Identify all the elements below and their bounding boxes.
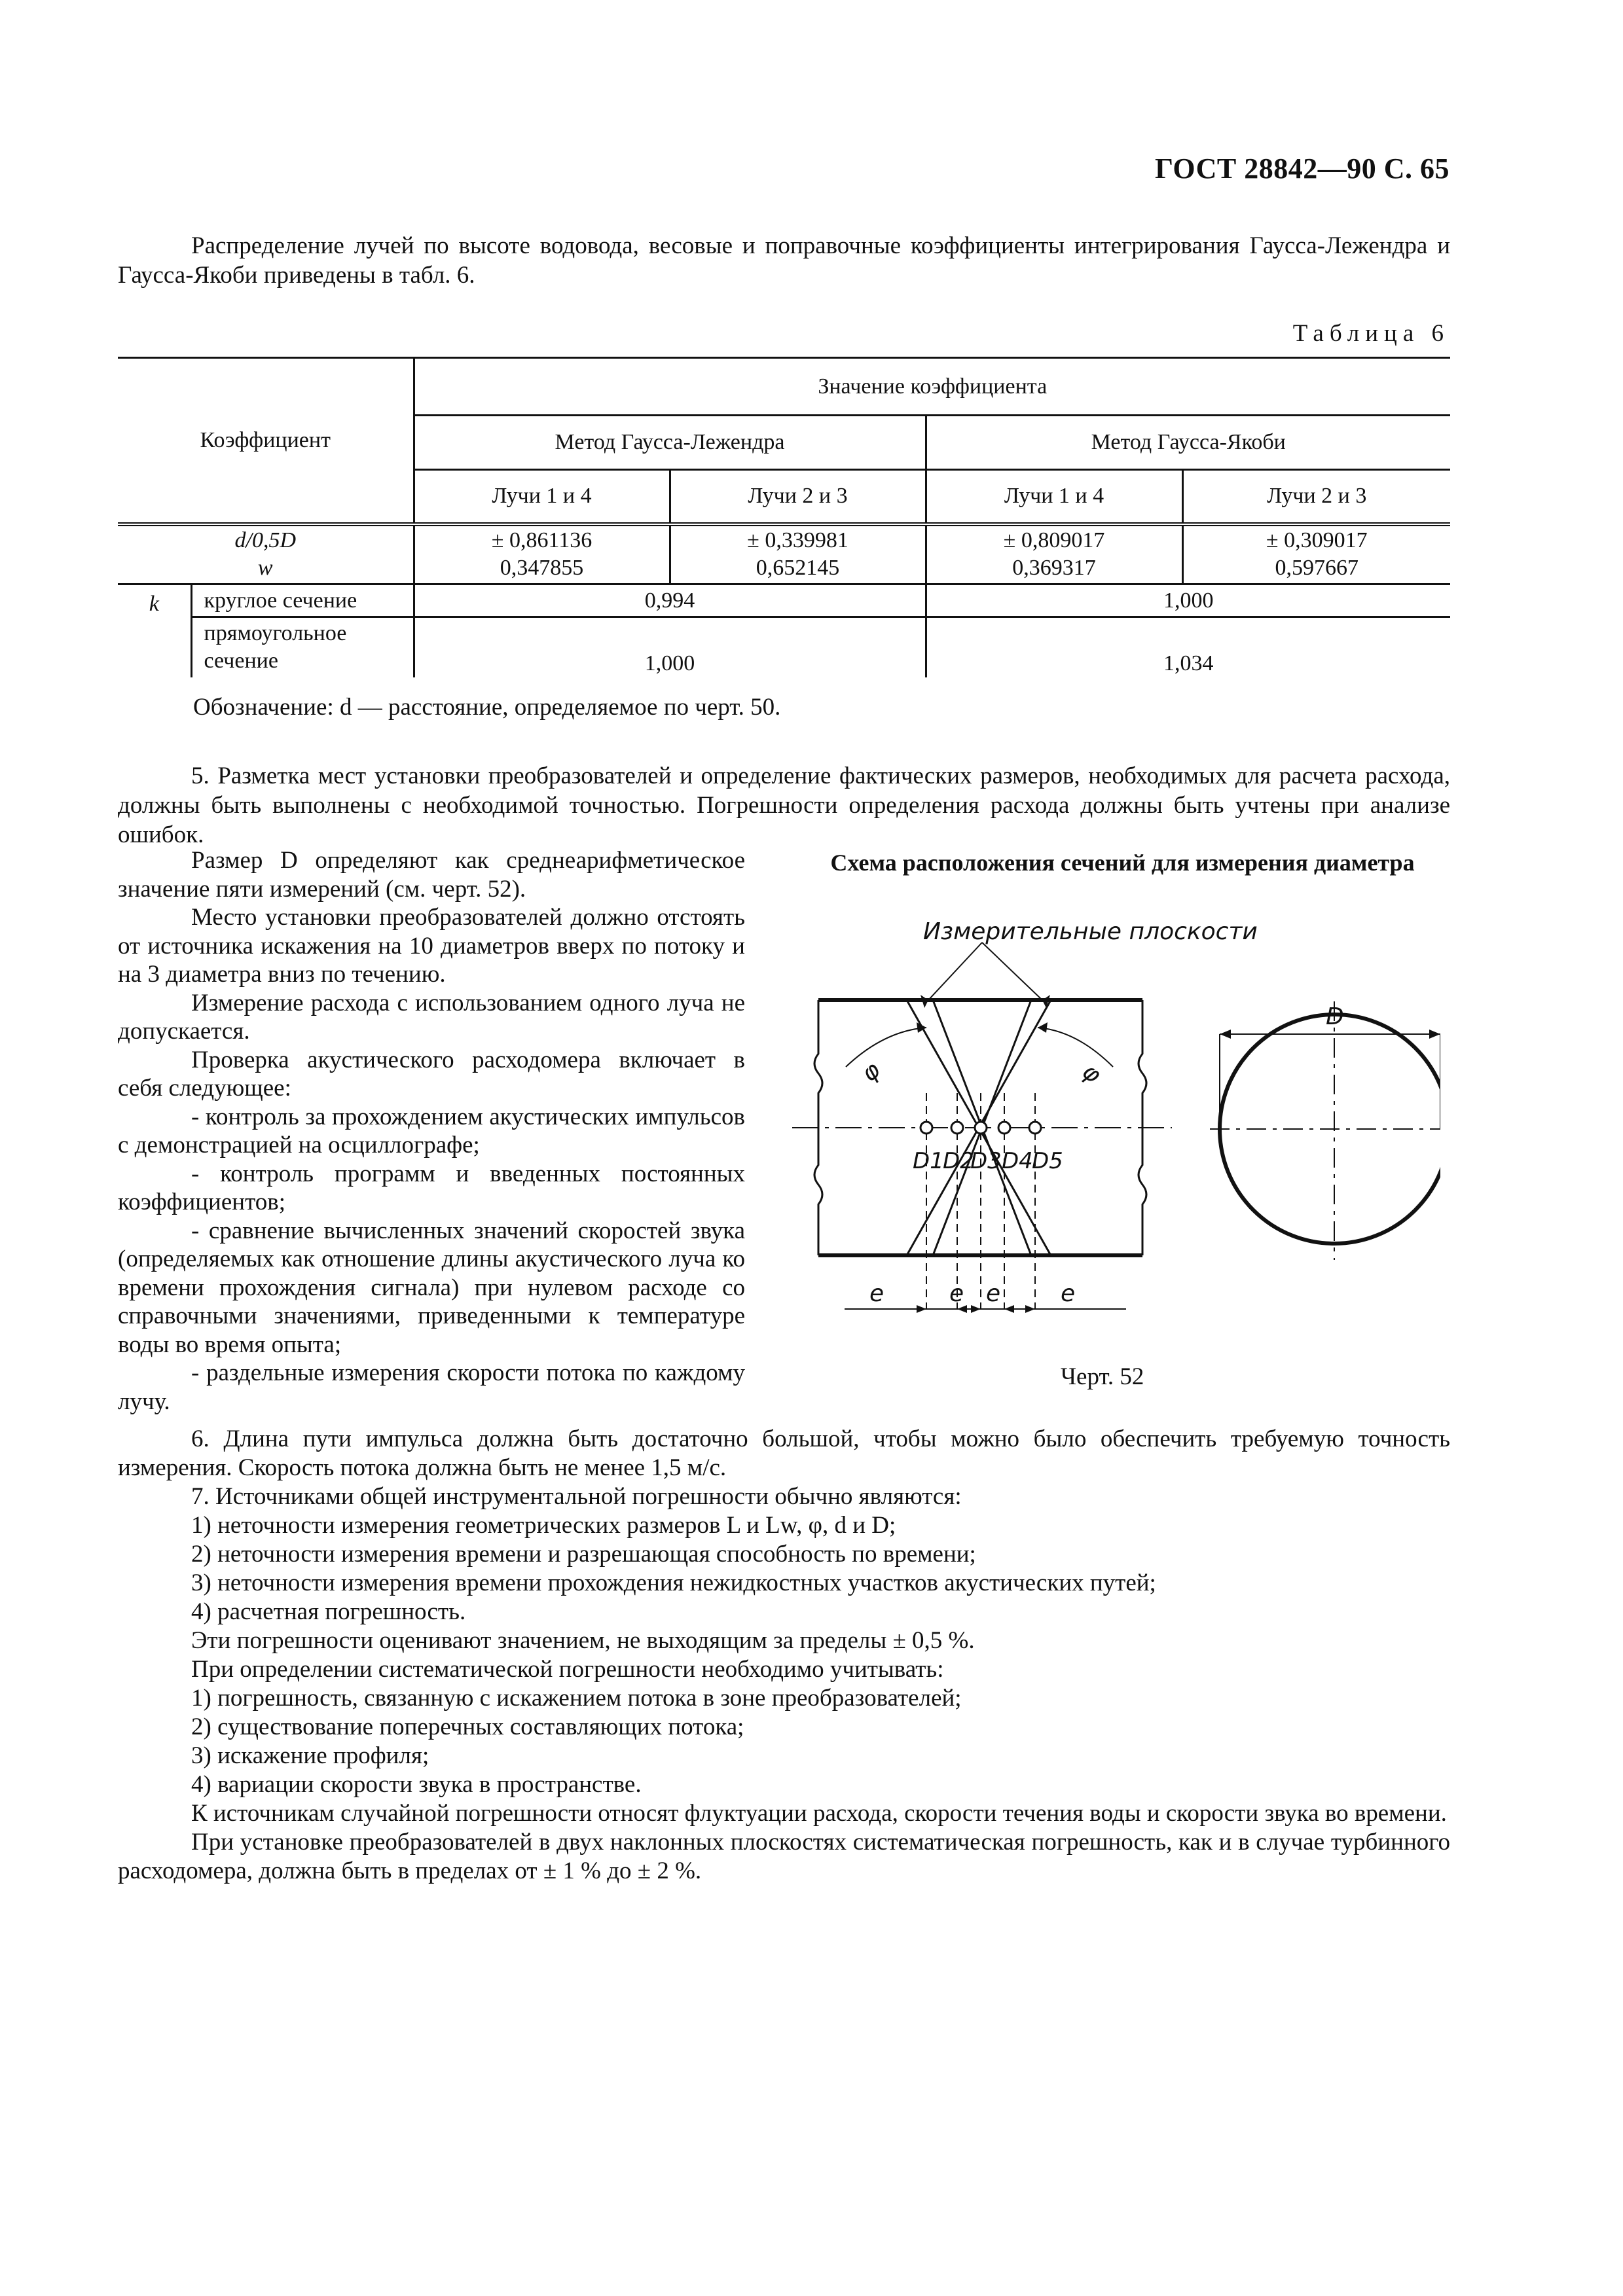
table-cell: 1,000 [926, 584, 1450, 617]
page-header: ГОСТ 28842—90 С. 65 [1154, 152, 1450, 185]
angle-label-left: φ [856, 1056, 886, 1087]
e-label: e [986, 1280, 1001, 1307]
header-method-legendre: Метод Гаусса-Лежендра [414, 416, 926, 470]
paragraph: К источникам случайной погрешности относят флуктуации расхода, скорости течения воды и скорости звука во времени. [191, 1800, 1447, 1827]
list-item: - раздельные измерения скорости потока по каждому лучу. [118, 1359, 745, 1415]
list-item: 2) существование поперечных составляющих потока; [191, 1713, 744, 1740]
section-label-d4: D4 [1002, 1148, 1033, 1174]
table-caption: Таблица 6 [1292, 320, 1450, 347]
list-item: 1) погрешность, связанную с искажением потока в зоне преобразователей; [191, 1685, 962, 1712]
header-rays-1-4: Лучи 1 и 4 [414, 470, 670, 524]
section-marker [921, 1122, 932, 1134]
row-label-dw [118, 524, 414, 584]
k-round-label: круглое сечение [191, 584, 414, 617]
arrow-head [1220, 1030, 1231, 1039]
intro-paragraph: Распределение лучей по высоте водовода, весовые и поправочные коэффициенты интегрирования Гаусса-Лежендра и Гаусса-Якоби приведены в табл. 6. [118, 232, 1450, 289]
leader-line [928, 942, 982, 1000]
k-symbol: k [149, 592, 159, 616]
arrow-head [1429, 1030, 1440, 1039]
diameter-label: D [1326, 1003, 1344, 1030]
item-5-paragraph: 5. Разметка мест установки преобразователей и определение фактических размеров, необходимых для расчета расхода, должны быть выполнены с необходимой точностью. Погрешности определения расхода должны быть учтены при анализе ошибок. [118, 762, 1450, 848]
table-cell: 0,994 [414, 584, 926, 617]
list-item: - контроль программ и введенных постоянных коэффициентов; [118, 1160, 745, 1215]
list-item: 4) вариации скорости звука в пространстве. [191, 1771, 642, 1798]
table-cell: ± 0,861136 0,347855 [414, 524, 670, 584]
left-column [118, 846, 745, 1416]
arrow-head [1038, 1022, 1048, 1033]
list-item: 3) искажение профиля; [191, 1742, 429, 1769]
table-cell: 1,000 [414, 617, 926, 677]
list-item: 1) неточности измерения геометрических размеров L и Lw, φ, d и D; [191, 1512, 896, 1539]
header-rays-1-4: Лучи 1 и 4 [926, 470, 1182, 524]
planes-label: Измерительные плоскости [923, 918, 1258, 945]
coefficient-table [118, 357, 1450, 677]
header-value: Значение коэффициента [414, 358, 1450, 416]
angle-arc-left [846, 1028, 926, 1067]
e-label: e [869, 1280, 884, 1307]
angle-arc-right [1038, 1028, 1113, 1067]
section-diagram [786, 903, 1440, 1361]
arrow-head [971, 1305, 981, 1313]
paragraph: При установке преобразователей в двух наклонных плоскостях систематическая погрешность, как и в случае турбинного расходомера, должна быть в пределах от ± 1 % до ± 2 %. [118, 1829, 1450, 1884]
list-item: - контроль за прохождением акустических импульсов с демонстрацией на осциллографе; [118, 1103, 745, 1158]
section-label-d2: D2 [943, 1148, 974, 1174]
section-label-d5: D5 [1032, 1148, 1063, 1174]
section-marker [998, 1122, 1010, 1134]
header-rays-2-3: Лучи 2 и 3 [1182, 470, 1450, 524]
section-marker [975, 1122, 987, 1134]
section-label-d1: D1 [913, 1148, 944, 1174]
section-label-d3: D3 [970, 1148, 1002, 1174]
table-cell: 1,034 [926, 617, 1450, 677]
k-rect-label: прямоугольное сечение [191, 617, 414, 677]
list-item: 2) неточности измерения времени и разрешающая способность по времени; [191, 1541, 976, 1568]
arrow-head [1004, 1305, 1014, 1313]
header-method-jacobi: Метод Гаусса-Якоби [926, 416, 1450, 470]
table-cell: ± 0,809017 0,369317 [926, 524, 1182, 584]
table-cell: ± 0,339981 0,652145 [670, 524, 926, 584]
paragraph: Проверка акустического расходомера включает в себя следующее: [118, 1046, 745, 1102]
paragraph: Эти погрешности оценивают значением, не выходящим за пределы ± 0,5 %. [191, 1627, 975, 1654]
list-item: 3) неточности измерения времени прохождения нежидкостных участков акустических путей; [191, 1570, 1156, 1596]
row-label-w: w [257, 556, 273, 581]
figure-caption: Черт. 52 [1061, 1363, 1144, 1390]
requirements-list [118, 1425, 1450, 1886]
leader-line [982, 942, 1042, 1000]
table-cell: ± 0,309017 0,597667 [1182, 524, 1450, 584]
paragraph: Измерение расхода с использованием одного луча не допускается. [118, 989, 745, 1045]
paragraph: 6. Длина пути импульса должна быть достаточно большой, чтобы можно было обеспечить требуемую точность измерения. Скорость потока должна быть не менее 1,5 м/с. [118, 1426, 1450, 1481]
table-note: Обозначение: d — расстояние, определяемое по черт. 50. [193, 694, 781, 721]
arrow-head [1025, 1305, 1035, 1313]
paragraph: Место установки преобразователей должно отстоять от источника искажения на 10 диаметров вверх по потоку и на 3 диаметра вниз по течению. [118, 904, 745, 988]
list-item: 4) расчетная погрешность. [191, 1598, 466, 1625]
header-coefficient: Коэффициент [118, 358, 414, 524]
row-label-d: d/0,5D [234, 528, 296, 553]
list-item: - сравнение вычисленных значений скоростей звука (определяемых как отношение длины акустического луча ко времени прохождения сигнала) при нулевом расходе со справочными значениями, приведенными к температуре воды во время опыта; [118, 1217, 745, 1358]
header-rays-2-3: Лучи 2 и 3 [670, 470, 926, 524]
figure-title: Схема расположения сечений для измерения диаметра [830, 850, 1415, 876]
section-marker [951, 1122, 963, 1134]
e-label: e [1061, 1280, 1076, 1307]
paragraph: При определении систематической погрешности необходимо учитывать: [191, 1656, 944, 1683]
paragraph: 7. Источниками общей инструментальной погрешности обычно являются: [191, 1483, 962, 1510]
section-marker [1029, 1122, 1041, 1134]
paragraph: Размер D определяют как среднеарифметическое значение пяти измерений (см. черт. 52). [118, 847, 745, 903]
e-label: e [949, 1280, 964, 1307]
angle-label-right: φ [1077, 1058, 1106, 1089]
arrow-head [917, 1305, 926, 1313]
